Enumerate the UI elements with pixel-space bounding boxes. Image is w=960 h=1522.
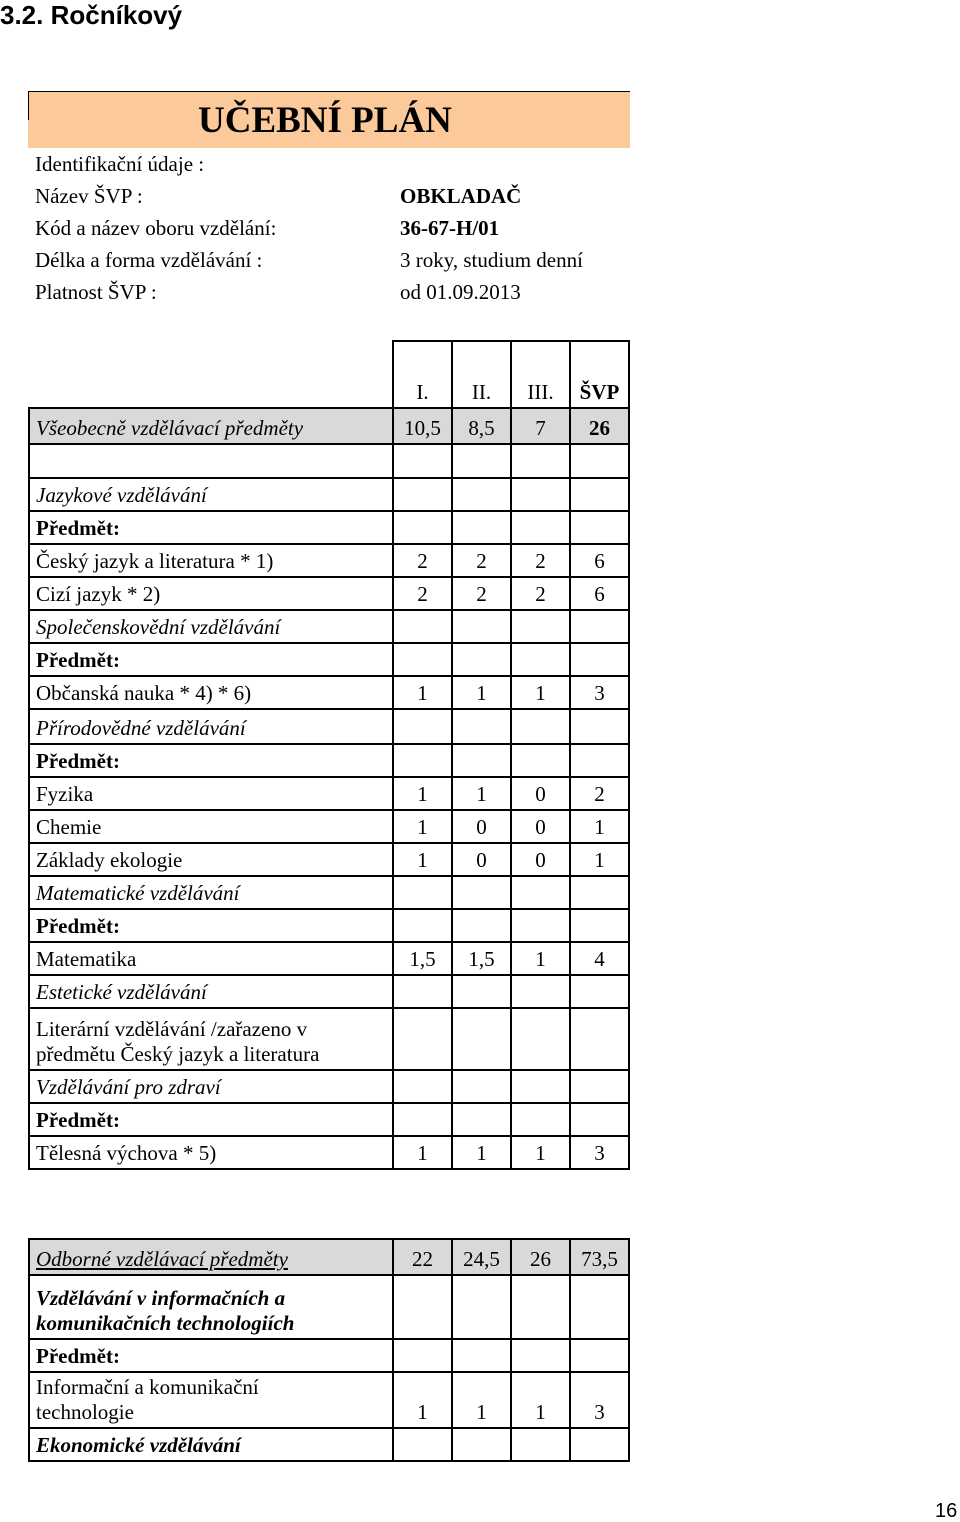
cell-value bbox=[570, 909, 629, 942]
row-label-text: Tělesná výchova * 5) bbox=[36, 1141, 217, 1165]
cell-value: 0 bbox=[452, 843, 511, 876]
cell-value bbox=[452, 511, 511, 544]
cell-value: 1 bbox=[393, 810, 452, 843]
row-label-spolecenskovedni-vzdelavani bbox=[29, 610, 393, 643]
row-label-ekonomicke-vzdelavani bbox=[29, 1428, 393, 1461]
table-row bbox=[29, 444, 629, 478]
cell-value: 1 bbox=[393, 1136, 452, 1169]
cell-value bbox=[452, 1428, 511, 1461]
cell-value bbox=[452, 610, 511, 643]
cell-value bbox=[570, 643, 629, 676]
cell-value: 1 bbox=[393, 1372, 452, 1428]
cell-value: 1 bbox=[511, 942, 570, 975]
row-label-predmet bbox=[29, 1103, 393, 1136]
cell-value: 1 bbox=[570, 843, 629, 876]
cell-value bbox=[511, 1070, 570, 1103]
row-label-chemie bbox=[29, 810, 393, 843]
table-row bbox=[29, 709, 629, 744]
cell-value: 1 bbox=[511, 676, 570, 709]
cell-value: 1 bbox=[511, 1136, 570, 1169]
table-row bbox=[29, 1339, 629, 1372]
cell-value bbox=[393, 1339, 452, 1372]
cell-value: 26 bbox=[511, 1239, 570, 1275]
cell-value: 26 bbox=[570, 408, 629, 444]
cell-value bbox=[511, 511, 570, 544]
table-row bbox=[29, 810, 629, 843]
cell-value bbox=[570, 876, 629, 909]
row-label-text: Předmět: bbox=[36, 648, 120, 672]
table-row bbox=[29, 478, 629, 511]
cell-value bbox=[393, 643, 452, 676]
cell-value bbox=[393, 610, 452, 643]
row-label-text: Všeobecně vzdělávací předměty bbox=[36, 416, 304, 440]
banner-tick bbox=[28, 92, 29, 120]
row-label-telesna-vychova-5 bbox=[29, 1136, 393, 1169]
table-row bbox=[29, 975, 629, 1008]
cell-value bbox=[452, 744, 511, 777]
cell-value: 1 bbox=[393, 843, 452, 876]
info-label-validity: Platnost ŠVP : bbox=[35, 280, 157, 304]
cell-value bbox=[393, 975, 452, 1008]
cell-value: 2 bbox=[452, 577, 511, 610]
cell-value bbox=[511, 1428, 570, 1461]
cell-value bbox=[511, 1275, 570, 1339]
cell-value bbox=[511, 709, 570, 744]
row-label-text: Předmět: bbox=[36, 1344, 120, 1368]
cell-value bbox=[393, 444, 452, 478]
row-label-text: Matematika bbox=[36, 947, 137, 971]
cell-value bbox=[452, 1103, 511, 1136]
cell-value bbox=[570, 975, 629, 1008]
row-label-text: Vzdělávání v informačních a bbox=[36, 1286, 286, 1310]
cell-value bbox=[570, 1070, 629, 1103]
cell-value: 1 bbox=[452, 1372, 511, 1428]
row-label-text-line2: technologie bbox=[36, 1400, 134, 1424]
vocational-subjects-table bbox=[28, 1238, 630, 1462]
info-label-identification: Identifikační údaje : bbox=[35, 152, 205, 176]
table-row bbox=[29, 1428, 629, 1461]
table-row bbox=[29, 408, 629, 444]
cell-value bbox=[511, 1103, 570, 1136]
row-label-text: Jazykové vzdělávání bbox=[36, 483, 207, 507]
row-label-predmet bbox=[29, 1339, 393, 1372]
cell-value: 3 bbox=[570, 1136, 629, 1169]
cell-value bbox=[570, 511, 629, 544]
cell-value: 1 bbox=[570, 810, 629, 843]
cell-value bbox=[393, 1103, 452, 1136]
row-label-text: Fyzika bbox=[36, 782, 94, 806]
cell-value: 0 bbox=[511, 843, 570, 876]
table-row bbox=[29, 1239, 629, 1275]
cell-value: 22 bbox=[393, 1239, 452, 1275]
info-label-field-code: Kód a název oboru vzdělání: bbox=[35, 216, 277, 240]
cell-value bbox=[393, 744, 452, 777]
table-row bbox=[29, 1275, 629, 1339]
info-value-duration: 3 roky, studium denní bbox=[400, 248, 583, 272]
cell-value bbox=[452, 709, 511, 744]
cell-value bbox=[570, 744, 629, 777]
row-label-text: Předmět: bbox=[36, 914, 120, 938]
row-label-vzdelavani-v-informacnich-a bbox=[29, 1275, 393, 1339]
row-label-matematicke-vzdelavani bbox=[29, 876, 393, 909]
cell-value bbox=[511, 975, 570, 1008]
cell-value: 73,5 bbox=[570, 1239, 629, 1275]
cell-value: 2 bbox=[511, 577, 570, 610]
row-label-text: Základy ekologie bbox=[36, 848, 183, 872]
row-label-text: Vzdělávání pro zdraví bbox=[36, 1075, 221, 1099]
row-label-text: Informační a komunikační bbox=[36, 1375, 259, 1399]
info-value-field-code: 36-67-H/01 bbox=[400, 216, 500, 240]
cell-value bbox=[452, 643, 511, 676]
info-label-duration: Délka a forma vzdělávání : bbox=[35, 248, 263, 272]
row-label-text: Občanská nauka * 4) * 6) bbox=[36, 681, 252, 705]
row-label-blank bbox=[29, 444, 393, 478]
cell-value bbox=[452, 1008, 511, 1070]
cell-value: 4 bbox=[570, 942, 629, 975]
cell-value bbox=[393, 1275, 452, 1339]
cell-value bbox=[511, 610, 570, 643]
table-row bbox=[29, 577, 629, 610]
row-label-informacni-a-komunikacni bbox=[29, 1372, 393, 1428]
table-row bbox=[29, 843, 629, 876]
cell-value: 2 bbox=[393, 544, 452, 577]
cell-value bbox=[452, 975, 511, 1008]
page-number: 16 bbox=[935, 1500, 958, 1522]
row-label-text: Předmět: bbox=[36, 1108, 120, 1132]
table-row bbox=[29, 1136, 629, 1169]
cell-value: 0 bbox=[452, 810, 511, 843]
cell-value bbox=[393, 709, 452, 744]
table-header-row bbox=[29, 341, 629, 408]
cell-value bbox=[452, 478, 511, 511]
table-row bbox=[29, 676, 629, 709]
table-row bbox=[29, 1372, 629, 1428]
row-label-text: Odborné vzdělávací předměty bbox=[36, 1247, 288, 1271]
row-label-text: Český jazyk a literatura * 1) bbox=[36, 549, 274, 573]
row-label-predmet bbox=[29, 511, 393, 544]
cell-value: 2 bbox=[393, 577, 452, 610]
title-banner bbox=[28, 91, 630, 148]
row-label-literarni-vzdelavani-zarazeno-v bbox=[29, 1008, 393, 1070]
row-label-fyzika bbox=[29, 777, 393, 810]
cell-value bbox=[511, 1008, 570, 1070]
cell-value bbox=[452, 1275, 511, 1339]
row-label-predmet bbox=[29, 909, 393, 942]
cell-value bbox=[570, 1103, 629, 1136]
row-label-jazykove-vzdelavani bbox=[29, 478, 393, 511]
cell-value bbox=[393, 511, 452, 544]
cell-value bbox=[393, 1070, 452, 1103]
row-label-text-line2: komunikačních technologiích bbox=[36, 1311, 295, 1335]
row-label-esteticke-vzdelavani bbox=[29, 975, 393, 1008]
row-label-text-line2: předmětu Český jazyk a literatura bbox=[36, 1042, 320, 1066]
info-label-svp-name: Název ŠVP : bbox=[35, 184, 143, 208]
table-row bbox=[29, 876, 629, 909]
row-label-text: Chemie bbox=[36, 815, 102, 839]
row-label-text: Předmět: bbox=[36, 749, 120, 773]
cell-value bbox=[452, 1339, 511, 1372]
section-heading: 3.2. Ročníkový bbox=[0, 0, 183, 30]
cell-value: 24,5 bbox=[452, 1239, 511, 1275]
cell-value bbox=[511, 909, 570, 942]
table-row bbox=[29, 610, 629, 643]
header-spacer bbox=[29, 341, 393, 408]
cell-value: 2 bbox=[452, 544, 511, 577]
table-row bbox=[29, 909, 629, 942]
cell-value bbox=[570, 1339, 629, 1372]
cell-value: 1 bbox=[511, 1372, 570, 1428]
table-row bbox=[29, 511, 629, 544]
row-label-odborne-vzdelavaci-predmety bbox=[29, 1239, 393, 1275]
cell-value bbox=[393, 876, 452, 909]
cell-value: 2 bbox=[511, 544, 570, 577]
cell-value bbox=[570, 478, 629, 511]
cell-value bbox=[452, 1070, 511, 1103]
column-header-ii: II. bbox=[452, 341, 511, 408]
row-label-vzdelavani-pro-zdravi bbox=[29, 1070, 393, 1103]
column-header-iii: III. bbox=[511, 341, 570, 408]
page-title: UČEBNÍ PLÁN bbox=[198, 100, 452, 141]
cell-value: 1 bbox=[393, 777, 452, 810]
cell-value bbox=[452, 444, 511, 478]
cell-value: 2 bbox=[570, 777, 629, 810]
cell-value bbox=[393, 1428, 452, 1461]
general-subjects-table bbox=[28, 340, 630, 1170]
cell-value: 0 bbox=[511, 777, 570, 810]
cell-value: 7 bbox=[511, 408, 570, 444]
cell-value: 1 bbox=[452, 676, 511, 709]
table-row bbox=[29, 1008, 629, 1070]
cell-value: 6 bbox=[570, 544, 629, 577]
cell-value bbox=[511, 643, 570, 676]
column-header-i: I. bbox=[393, 341, 452, 408]
row-label-predmet bbox=[29, 744, 393, 777]
cell-value bbox=[393, 909, 452, 942]
cell-value bbox=[570, 610, 629, 643]
cell-value bbox=[511, 876, 570, 909]
info-value-svp-name: OBKLADAČ bbox=[400, 184, 522, 208]
row-label-cesky-jazyk-a-literatura-1 bbox=[29, 544, 393, 577]
row-label-text: Matematické vzdělávání bbox=[36, 881, 240, 905]
cell-value bbox=[511, 444, 570, 478]
cell-value bbox=[393, 478, 452, 511]
table-row bbox=[29, 1103, 629, 1136]
table-row bbox=[29, 777, 629, 810]
cell-value bbox=[452, 909, 511, 942]
row-label-text: Společenskovědní vzdělávání bbox=[36, 615, 281, 639]
row-label-cizi-jazyk-2 bbox=[29, 577, 393, 610]
table-row bbox=[29, 744, 629, 777]
row-label-text: Cizí jazyk * 2) bbox=[36, 582, 161, 606]
table-row bbox=[29, 1070, 629, 1103]
cell-value bbox=[570, 1275, 629, 1339]
cell-value: 10,5 bbox=[393, 408, 452, 444]
row-label-text: Estetické vzdělávání bbox=[36, 980, 207, 1004]
cell-value bbox=[452, 876, 511, 909]
cell-value: 8,5 bbox=[452, 408, 511, 444]
cell-value bbox=[511, 478, 570, 511]
cell-value bbox=[511, 1339, 570, 1372]
cell-value: 1 bbox=[393, 676, 452, 709]
cell-value bbox=[511, 744, 570, 777]
row-label-text: Ekonomické vzdělávání bbox=[36, 1433, 241, 1457]
table-row bbox=[29, 643, 629, 676]
cell-value bbox=[393, 1008, 452, 1070]
table-row bbox=[29, 544, 629, 577]
row-label-text: Literární vzdělávání /zařazeno v bbox=[36, 1017, 308, 1041]
cell-value: 1,5 bbox=[393, 942, 452, 975]
cell-value: 3 bbox=[570, 1372, 629, 1428]
cell-value: 6 bbox=[570, 577, 629, 610]
row-label-matematika bbox=[29, 942, 393, 975]
cell-value bbox=[570, 1428, 629, 1461]
column-header-svp: ŠVP bbox=[570, 341, 629, 408]
table-row bbox=[29, 942, 629, 975]
row-label-text: Předmět: bbox=[36, 516, 120, 540]
cell-value: 0 bbox=[511, 810, 570, 843]
row-label-text: Přírodovědné vzdělávání bbox=[36, 716, 246, 740]
cell-value: 1 bbox=[452, 1136, 511, 1169]
row-label-vseobecne-vzdelavaci-predmety bbox=[29, 408, 393, 444]
cell-value bbox=[570, 444, 629, 478]
info-value-validity: od 01.09.2013 bbox=[400, 280, 521, 304]
cell-value bbox=[570, 1008, 629, 1070]
cell-value: 1 bbox=[452, 777, 511, 810]
row-label-zaklady-ekologie bbox=[29, 843, 393, 876]
row-label-predmet bbox=[29, 643, 393, 676]
cell-value: 1,5 bbox=[452, 942, 511, 975]
cell-value: 3 bbox=[570, 676, 629, 709]
cell-value bbox=[570, 709, 629, 744]
row-label-obcanska-nauka-4-6 bbox=[29, 676, 393, 709]
row-label-prirodovedne-vzdelavani bbox=[29, 709, 393, 744]
